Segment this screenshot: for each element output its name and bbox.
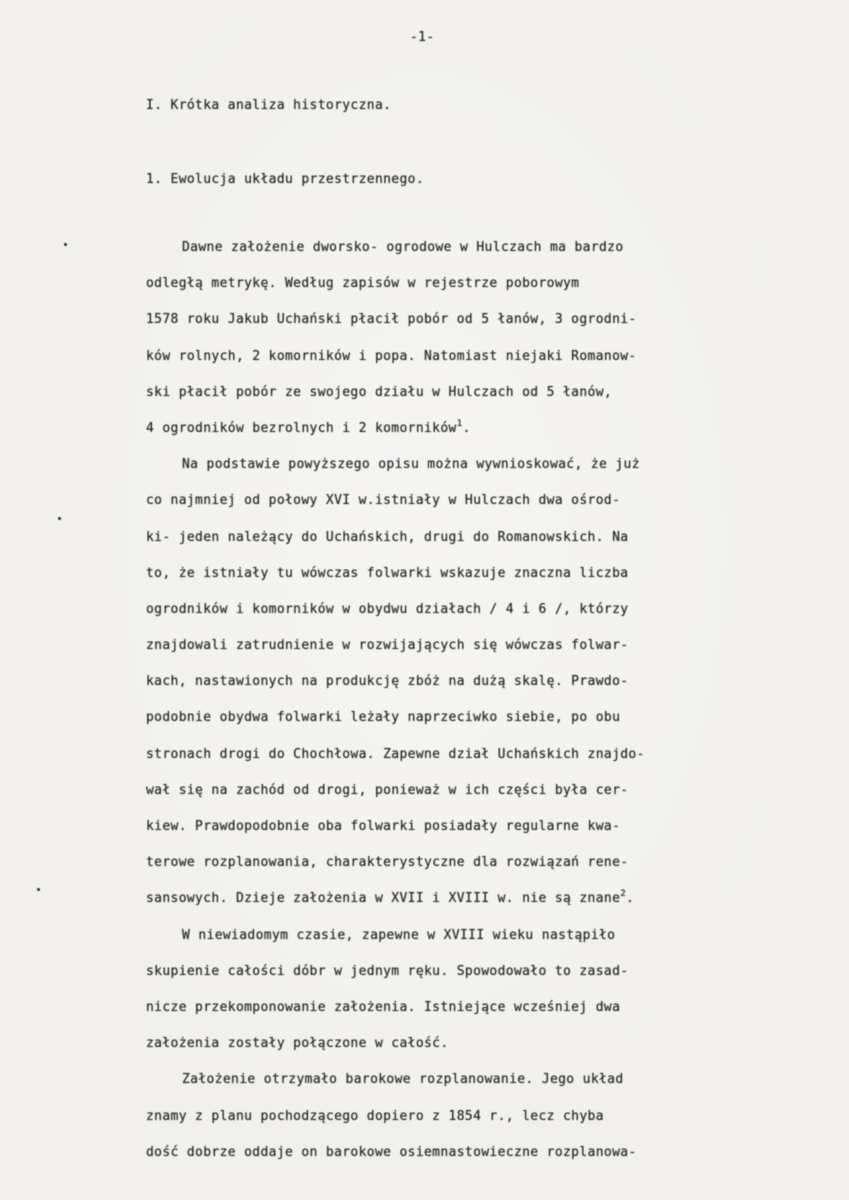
margin-dot-mark (58, 517, 61, 520)
section-heading: I. Krótka analiza historyczna. (146, 98, 392, 113)
margin-dot-mark (64, 243, 67, 246)
text-line: stronach drogi do Chochłowa. Zapewne dział Uchańskich znajdo- (146, 746, 645, 762)
text-line: ki- jeden należący do Uchańskich, drugi do Romanowskich. Na (146, 529, 629, 545)
margin-dot-mark (37, 888, 40, 891)
text-line: odległą metrykę. Według zapisów w rejestrze poborowym (146, 276, 580, 292)
page-number: -1- (410, 30, 435, 45)
text-line: ski płacił pobór ze swojego działu w Hulczach od 5 łanów, (146, 384, 613, 400)
text-line: dość dobrze oddaje on barokowe osiemnastowieczne rozplanowa- (146, 1144, 637, 1160)
text-line: co najmniej od połowy XVI w.istniały w Hulczach dwa ośrod- (146, 493, 621, 509)
footnote-marker: 1 (456, 418, 463, 429)
subsection-heading: 1. Ewolucja układu przestrzennego. (146, 172, 425, 187)
text-line: Na podstawie powyższego opisu można wywnioskować, że już (182, 457, 640, 473)
text-line: znamy z planu pochodzącego dopiero z 1854 r., lecz chyba (146, 1108, 604, 1124)
text-line: znajdowali zatrudnienie w rozwijających się wówczas folwar- (146, 638, 629, 654)
text-line: skupienie całości dóbr w jednym ręku. Spowodowało to zasad- (146, 963, 629, 979)
text-line: 4 ogrodników bezrolnych i 2 komorników$^1$. (146, 418, 471, 436)
text-line: to, że istniały tu wówczas folwarki wskazuje znaczna liczba (146, 565, 629, 581)
body-text (146, 230, 806, 1171)
text-line: Dawne założenie dworsko- ogrodowe w Hulczach ma bardzo (182, 240, 624, 255)
text-line: kiew. Prawdopodobnie oba folwarki posiadały regularne kwa- (146, 819, 621, 834)
footnote-marker: 2 (620, 889, 627, 900)
text-line: wał się na zachód od drogi, ponieważ w ich części była cer- (146, 782, 629, 798)
text-line: ków rolnych, 2 komorników i popa. Natomiast niejaki Romanow- (146, 348, 637, 364)
text-line: ogrodników i komorników w obydwu działach / 4 i 6 /, którzy (146, 601, 629, 617)
text-line: założenia zostały połączone w całość. (146, 1036, 449, 1052)
text-line: Założenie otrzymało barokowe rozplanowanie. Jego układ (182, 1072, 624, 1088)
text-line: podobnie obydwa folwarki leżały naprzeciwko siebie, po obu (146, 710, 621, 726)
text-line: kach, nastawionych na produkcję zbóż na dużą skalę. Prawdo- (146, 674, 629, 690)
text-line: sansowych. Dzieje założenia w XVII i XVIII w. nie są znane$^2$. (146, 889, 635, 907)
text-line: 1578 roku Jakub Uchański płacił pobór od 5 łanów, 3 ogrodni- (146, 312, 637, 328)
text-line: terowe rozplanowania, charakterystyczne dla rozwiązań rene- (146, 855, 629, 871)
text-line: W niewiadomym czasie, zapewne w XVIII wieku nastąpiło (182, 927, 616, 943)
text-line: nicze przekomponowanie założenia. Istniejące wcześniej dwa (146, 999, 621, 1015)
